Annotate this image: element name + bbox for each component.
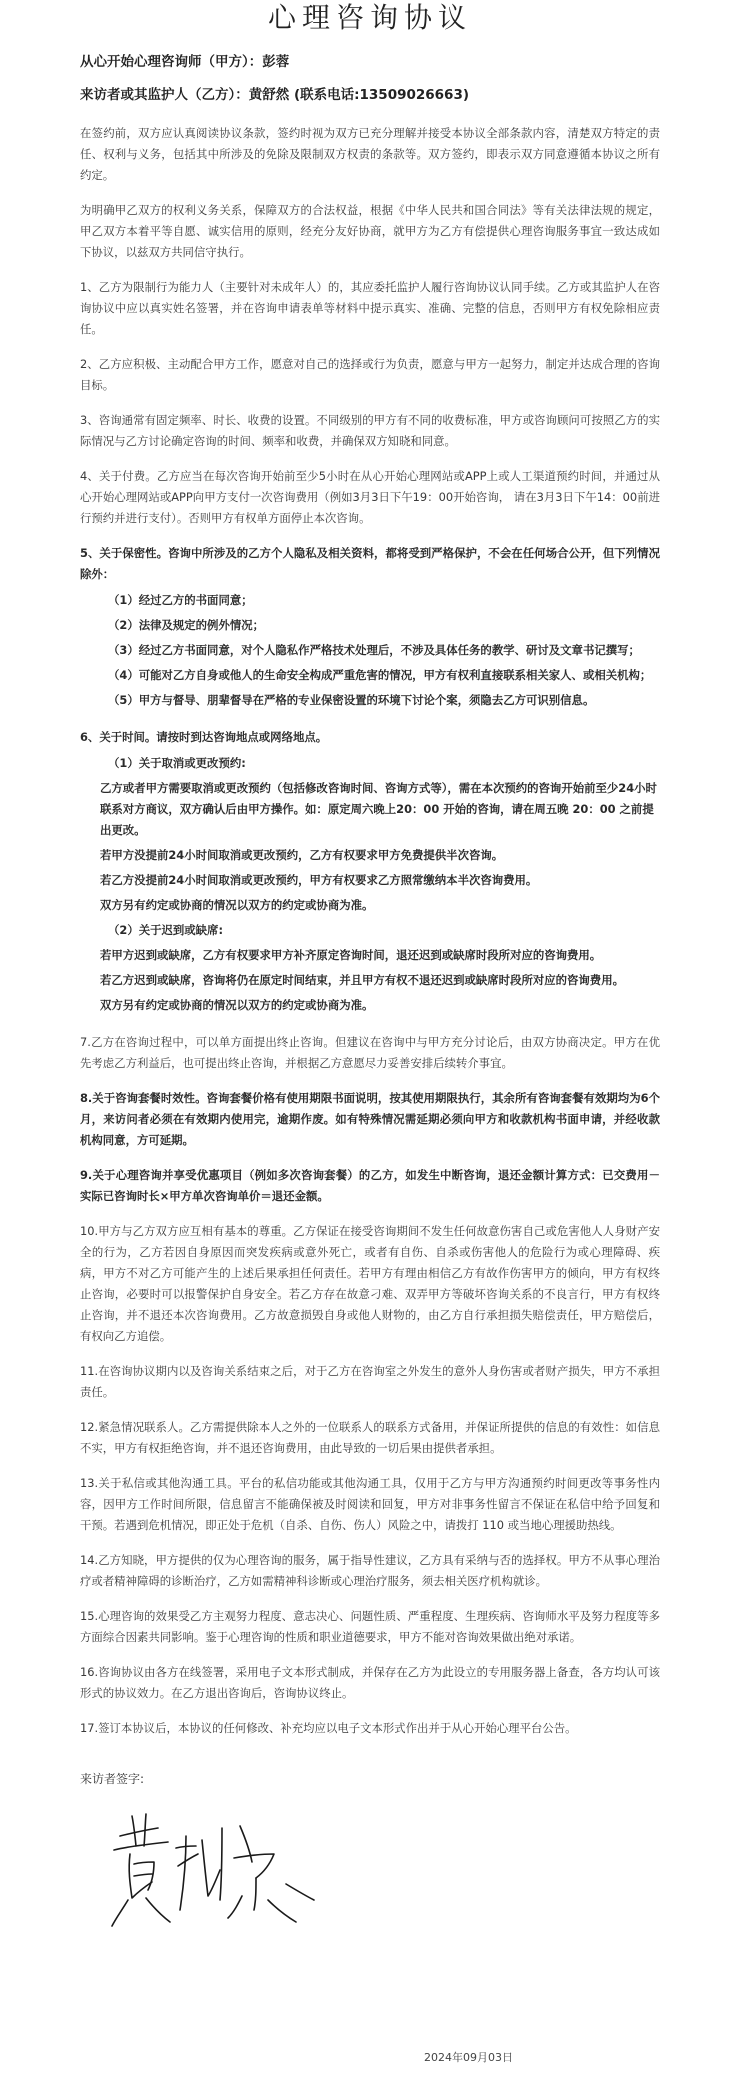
signature-label: 来访者签字: bbox=[80, 1772, 145, 1786]
clause-8: 8.关于咨询套餐时效性。咨询套餐价格有使用期限书面说明，按其使用期限执行，其余所有咨询套餐有效期均为6个月，来访问者必须在有效期内使用完，逾期作废。如有特殊情况需延期必须向甲方和收款机构书面申请，并经收款机构同意，方可延期。 bbox=[80, 1091, 660, 1147]
intro-paragraph-2: 为明确甲乙双方的权利义务关系，保障双方的合法权益，根据《中华人民共和国合同法》等有关法律法规的规定，甲乙双方本着平等自愿、诚实信用的原则，经充分友好协商，就甲方为乙方有偿提供心理咨询服务事宜一致达成如下协议，以兹双方共同信守执行。 bbox=[80, 203, 660, 259]
clause-1: 1、乙方为限制行为能力人（主要针对未成年人）的，其应委托监护人履行咨询协议认同手续。乙方或其监护人在咨询协议中应以真实姓名签署，并在咨询申请表单等材料中提示真实、准确、完整的信息，否则甲方有权免除相应责任。 bbox=[80, 280, 660, 336]
clause-7: 7.乙方在咨询过程中，可以单方面提出终止咨询。但建议在咨询中与甲方充分讨论后，由双方协商决定。甲方在优先考虑乙方利益后，也可提出终止咨询，并根据乙方意愿尽力妥善安排后续转介事宜。 bbox=[80, 1035, 660, 1070]
list-item: 乙方或者甲方需要取消或更改预约（包括修改咨询时间、咨询方式等），需在本次预约的咨询开始前至少24小时联系对方商议，双方确认后由甲方操作。如：原定周六晚上20：00 开始的咨询，请在周五晚 20：00 之前提出更改。 bbox=[100, 781, 657, 837]
list-item: 若乙方迟到或缺席，咨询将仍在原定时间结束，并且甲方有权不退还迟到或缺席时段所对应的咨询费用。 bbox=[100, 973, 624, 987]
clause-10: 10.甲方与乙方双方应互相有基本的尊重。乙方保证在接受咨询期间不发生任何故意伤害自己或危害他人人身财产安全的行为，乙方若因自身原因而突发疾病或意外死亡，或者有自伤、自杀或伤害他人的危险行为或心理障碍、疾病，甲方不对乙方可能产生的上述后果承担任何责任。若甲方有理由相信乙方有故作伤害甲方的倾向，甲方有权终止咨询，必要时可以报警保护自身安全。若乙方存在故意刁难、双弄甲方等破坏咨询关系的不良言行，甲方有权终止咨询，并不退还本次咨询费用。乙方故意损毁自身或他人财物的，由乙方自行承担损失赔偿责任，甲方赔偿后，有权向乙方追偿。 bbox=[80, 1224, 660, 1343]
subsection-heading-cancel: （1）关于取消或更改预约: bbox=[108, 756, 246, 770]
list-item: 双方另有约定或协商的情况以双方的约定或协商为准。 bbox=[100, 898, 374, 912]
subsection-heading-late: （2）关于迟到或缺席: bbox=[108, 923, 223, 937]
list-item: （1）经过乙方的书面同意； bbox=[108, 593, 253, 607]
time-rules-list bbox=[80, 751, 660, 1018]
list-item: （3）经过乙方书面同意，对个人隐私作严格技术处理后，不涉及具体任务的教学、研讨及文章书记撰写； bbox=[108, 643, 640, 657]
clause-2: 2、乙方应积极、主动配合甲方工作，愿意对自己的选择或行为负责，愿意与甲方一起努力，制定并达成合理的咨询目标。 bbox=[80, 357, 660, 392]
signing-date: 2024年09月03日 bbox=[424, 2051, 513, 2064]
party-b-line: 来访者或其监护人（乙方）：黄舒然 (联系电话:13509026663) bbox=[80, 87, 470, 103]
confidentiality-exceptions-list bbox=[80, 588, 660, 713]
clause-4: 4、关于付费。乙方应当在每次咨询开始前至少5小时在从心开始心理网站或APP上或人工渠道预约时间，并通过从心开始心理网站或APP向甲方支付一次咨询费用（例如3月3日下午19：00开始咨询， 请在3月3日下午14：00前进行预约并进行支付）。否则甲方有权单方面停止本次咨询。 bbox=[80, 469, 660, 525]
clause-5: 5、关于保密性。咨询中所涉及的乙方个人隐私及相关资料，都将受到严格保护，不会在任何场合公开，但下列情况除外： bbox=[80, 546, 660, 581]
intro-paragraph-1: 在签约前，双方应认真阅读协议条款，签约时视为双方已充分理解并接受本协议全部条款内容，清楚双方特定的责任、权利与义务，包括其中所涉及的免除及限制双方权责的条款等。双方签约，即表示双方同意遵循本协议之所有约定。 bbox=[80, 126, 660, 182]
clause-11: 11.在咨询协议期内以及咨询关系结束之后，对于乙方在咨询室之外发生的意外人身伤害或者财产损失，甲方不承担责任。 bbox=[80, 1364, 660, 1399]
clause-12: 12.紧急情况联系人。乙方需提供除本人之外的一位联系人的联系方式备用，并保证所提供的信息的有效性：如信息不实，甲方有权拒绝咨询，并不退还咨询费用，由此导致的一切后果由提供者承担。 bbox=[80, 1420, 660, 1455]
clause-17: 17.签订本协议后，本协议的任何修改、补充均应以电子文本形式作出并于从心开始心理平台公告。 bbox=[80, 1721, 577, 1735]
list-item: （2）法律及规定的例外情况； bbox=[108, 618, 265, 632]
list-item: （4）可能对乙方自身或他人的生命安全构成严重危害的情况，甲方有权利直接联系相关家人、或相关机构； bbox=[108, 668, 652, 682]
list-item: 若乙方没提前24小时间取消或更改预约，甲方有权要求乙方照常缴纳本半次咨询费用。 bbox=[100, 873, 538, 887]
list-item: （5）甲方与督导、朋辈督导在严格的专业保密设置的环境下讨论个案，须隐去乙方可识别信息。 bbox=[108, 693, 595, 707]
document-title: 心理咨询协议 bbox=[267, 1, 472, 34]
clause-14: 14.乙方知晓，甲方提供的仅为心理咨询的服务，属于指导性建议，乙方具有采纳与否的选择权。甲方不从事心理治疗或者精神障碍的诊断治疗，乙方如需精神科诊断或心理治疗服务，须去相关医疗机构就诊。 bbox=[80, 1553, 660, 1588]
handwritten-signature bbox=[110, 1800, 320, 1940]
clause-16: 16.咨询协议由各方在线签署，采用电子文本形式制成，并保存在乙方为此设立的专用服务器上备查，各方均认可该形式的协议效力。在乙方退出咨询后，咨询协议终止。 bbox=[80, 1665, 660, 1700]
clause-3: 3、咨询通常有固定频率、时长、收费的设置。不同级别的甲方有不同的收费标准，甲方或咨询顾问可按照乙方的实际情况与乙方讨论确定咨询的时间、频率和收费，并确保双方知晓和同意。 bbox=[80, 413, 660, 448]
list-item: 若甲方迟到或缺席，乙方有权要求甲方补齐原定咨询时间，退还迟到或缺席时段所对应的咨询费用。 bbox=[100, 948, 602, 962]
clause-13: 13.关于私信或其他沟通工具。平台的私信功能或其他沟通工具，仅用于乙方与甲方沟通预约时间更改等事务性内容，因甲方工作时间所限，信息留言不能确保被及时阅读和回复，甲方对非事务性留言不保证在私信中给予回复和干预。若遇到危机情况，即正处于危机（自杀、自伤、伤人）风险之中，请拨打 110 或当地心理援助热线。 bbox=[80, 1476, 660, 1532]
party-a-line: 从心开始心理咨询师（甲方）：彭蓉 bbox=[80, 54, 290, 70]
list-item: 若甲方没提前24小时间取消或更改预约，乙方有权要求甲方免费提供半次咨询。 bbox=[100, 848, 504, 862]
clause-6: 6、关于时间。请按时到达咨询地点或网络地点。 bbox=[80, 730, 328, 744]
clause-15: 15.心理咨询的效果受乙方主观努力程度、意志决心、问题性质、严重程度、生理疾病、咨询师水平及努力程度等多方面综合因素共同影响。鉴于心理咨询的性质和职业道德要求，甲方不能对咨询效果做出绝对承诺。 bbox=[80, 1609, 660, 1644]
clause-9: 9.关于心理咨询并享受优惠项目（例如多次咨询套餐）的乙方，如发生中断咨询，退还金额计算方式：已交费用－实际已咨询时长×甲方单次咨询单价＝退还金额。 bbox=[80, 1168, 660, 1203]
list-item: 双方另有约定或协商的情况以双方的约定或协商为准。 bbox=[100, 998, 374, 1012]
